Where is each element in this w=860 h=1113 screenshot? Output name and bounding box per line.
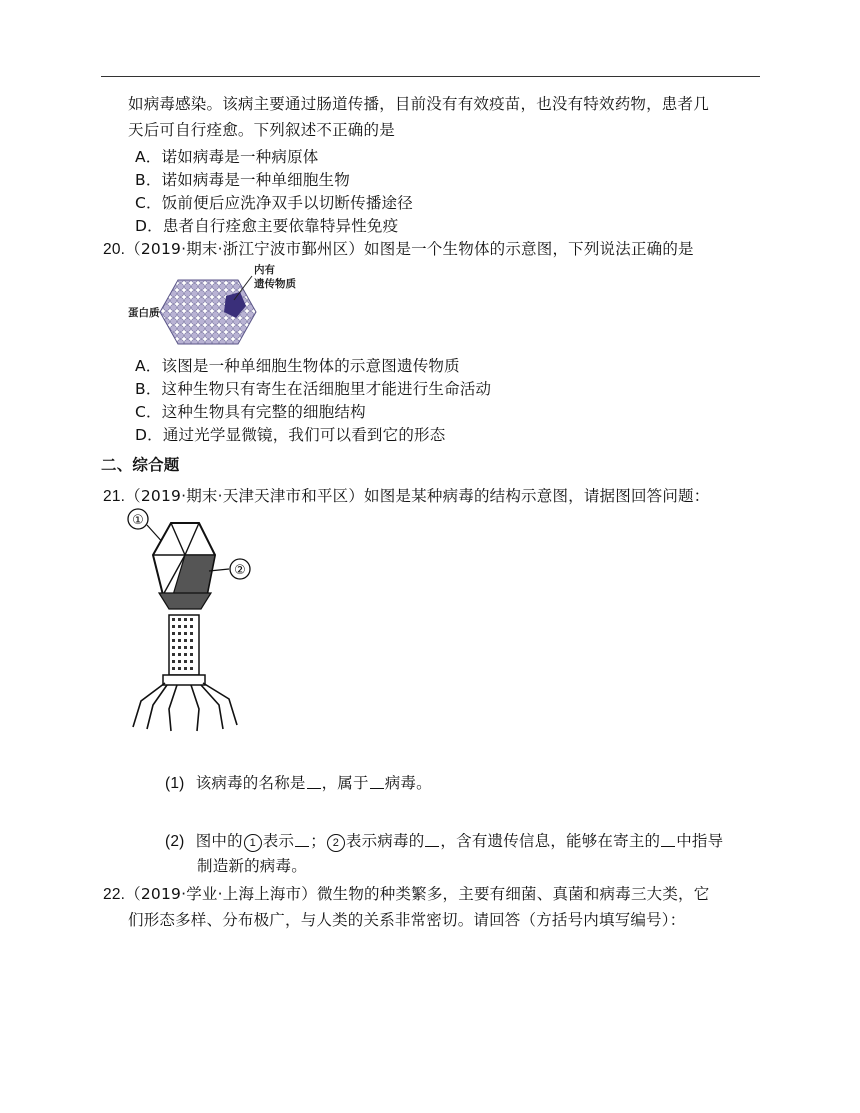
header-rule [101, 76, 760, 77]
bacteriophage-figure [125, 505, 265, 735]
q21-stem-text: （2019·期末·天津天津市和平区）如图是某种病毒的结构示意图，请据图回答问题： [125, 487, 710, 505]
q21-sub2-number: (2) [165, 833, 185, 850]
q21-sub1-text-c: 病毒。 [384, 774, 432, 792]
q20-stem [103, 239, 694, 260]
q20-option-d: D．通过光学显微镜，我们可以看到它的形态 [135, 426, 446, 444]
q21-sub1 [165, 773, 432, 794]
q19-stem-line2: 天后可自行痊愈。下列叙述不正确的是 [128, 121, 395, 139]
virus-capsid-figure [128, 262, 318, 347]
q21-stem [103, 486, 709, 507]
circled-number-2: 2 [327, 834, 345, 852]
q19-option-d: D．患者自行痊愈主要依靠特异性免疫 [135, 217, 399, 235]
q21-sub1-text-b: ，属于 [321, 774, 369, 792]
q21-number: 21. [103, 488, 126, 505]
answer-blank-part2[interactable] [425, 832, 439, 847]
figure-label-1: ① [132, 513, 144, 528]
q21-sub2-text-b: 表示 [262, 832, 295, 850]
figure-label-genetic: 遗传物质 [254, 278, 296, 290]
q20-option-c: C．这种生物具有完整的细胞结构 [135, 403, 366, 421]
q21-sub2-text-c: ； [310, 832, 326, 850]
answer-blank-host[interactable] [661, 832, 675, 847]
q21-sub2-text-a: 图中的 [195, 832, 243, 850]
q20-number: 20. [103, 241, 126, 258]
section-title: 二、综合题 [101, 456, 180, 474]
q21-sub2-text-f: 中指导 [676, 832, 724, 850]
q20-option-b: B．这种生物只有寄生在活细胞里才能进行生命活动 [135, 380, 492, 398]
q21-sub1-text-a: 该病毒的名称是 [195, 774, 306, 792]
q22-stem-text-1: （2019·学业·上海上海市）微生物的种类繁多，主要有细菌、真菌和病毒三大类，它 [125, 885, 710, 903]
q19-option-a: A．诺如病毒是一种病原体 [135, 148, 319, 166]
q22-stem-line2: 们形态多样、分布极广，与人类的关系非常密切。请回答（方括号内填写编号）： [128, 911, 686, 929]
answer-blank-virus-type[interactable] [370, 774, 384, 789]
figure-label-inner: 内有 [254, 264, 275, 276]
q20-option-a: A．该图是一种单细胞生物体的示意图遗传物质 [135, 357, 460, 375]
answer-blank-part1[interactable] [295, 832, 309, 847]
q21-sub1-number: (1) [165, 775, 185, 792]
figure-label-2: ② [234, 563, 246, 578]
q22-number: 22. [103, 886, 126, 903]
q19-option-c: C．饭前便后应洗净双手以切断传播途径 [135, 194, 413, 212]
q19-stem-line1: 如病毒感染。该病主要通过肠道传播，目前没有有效疫苗，也没有特效药物，患者几 [128, 95, 709, 113]
q19-option-b: B．诺如病毒是一种单细胞生物 [135, 171, 350, 189]
answer-blank-virus-name[interactable] [307, 774, 321, 789]
q22-stem-line1 [103, 884, 709, 905]
q21-sub2-text-e: ，含有遗传信息，能够在寄主的 [440, 832, 661, 850]
q21-sub2 [165, 831, 723, 852]
q21-sub2-text-d: 表示病毒的 [345, 832, 425, 850]
q20-stem-text: （2019·期末·浙江宁波市鄞州区）如图是一个生物体的示意图，下列说法正确的是 [125, 240, 694, 258]
figure-label-protein: 蛋白质 [128, 307, 160, 319]
q21-sub2-line2: 制造新的病毒。 [197, 857, 307, 875]
circled-number-1: 1 [244, 834, 262, 852]
